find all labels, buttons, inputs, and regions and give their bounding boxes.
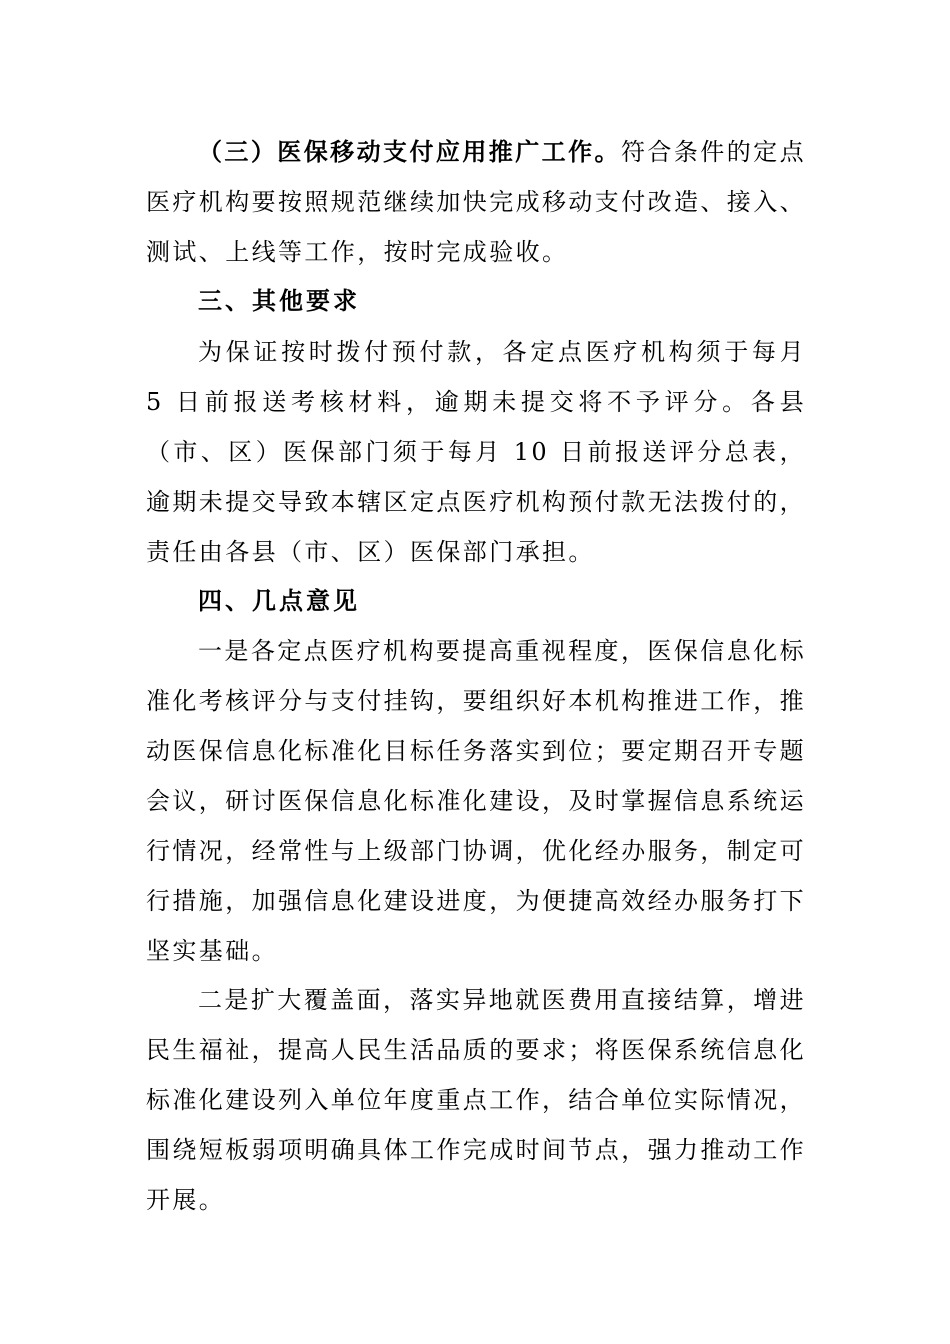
paragraph-mobile-payment	[146, 127, 806, 277]
heading-other-requirements: 三、其他要求	[198, 287, 360, 315]
paragraph-opinion-one: 一是各定点医疗机构要提高重视程度，医保信息化标准化考核评分与支付挂钩，要组织好本机构推进工作，推动医保信息化标准化目标任务落实到位；要定期召开专题会议，研讨医保信息化标准化建设，及时掌握信息系统运行情况，经常性与上级部门协调，优化经办服务，制定可行措施，加强信息化建设进度，为便捷高效经办服务打下坚实基础。	[146, 637, 806, 965]
heading-opinions: 四、几点意见	[198, 587, 360, 615]
paragraph-other-requirements: 为保证按时拨付预付款，各定点医疗机构须于每月 5 日前报送考核材料，逾期未提交将不予评分。各县（市、区）医保部门须于每月 10 日前报送评分总表，逾期未提交导致本辖区定点医疗机构预付款无法拨付的，责任由各县（市、区）医保部门承担。	[146, 338, 806, 566]
paragraph-mobile-payment-title: （三）医保移动支付应用推广工作。	[198, 137, 621, 166]
paragraph-mobile-payment-body: 符合条件的定点医疗机构要按照规范继续加快完成移动支付改造、接入、测试、上线等工作，按时完成验收。	[146, 138, 806, 266]
paragraph-opinion-two: 二是扩大覆盖面，落实异地就医费用直接结算，增进民生福祉，提高人民生活品质的要求；将医保系统信息化标准化建设列入单位年度重点工作，结合单位实际情况，围绕短板弱项明确具体工作完成时间节点，强力推动工作开展。	[146, 986, 806, 1214]
